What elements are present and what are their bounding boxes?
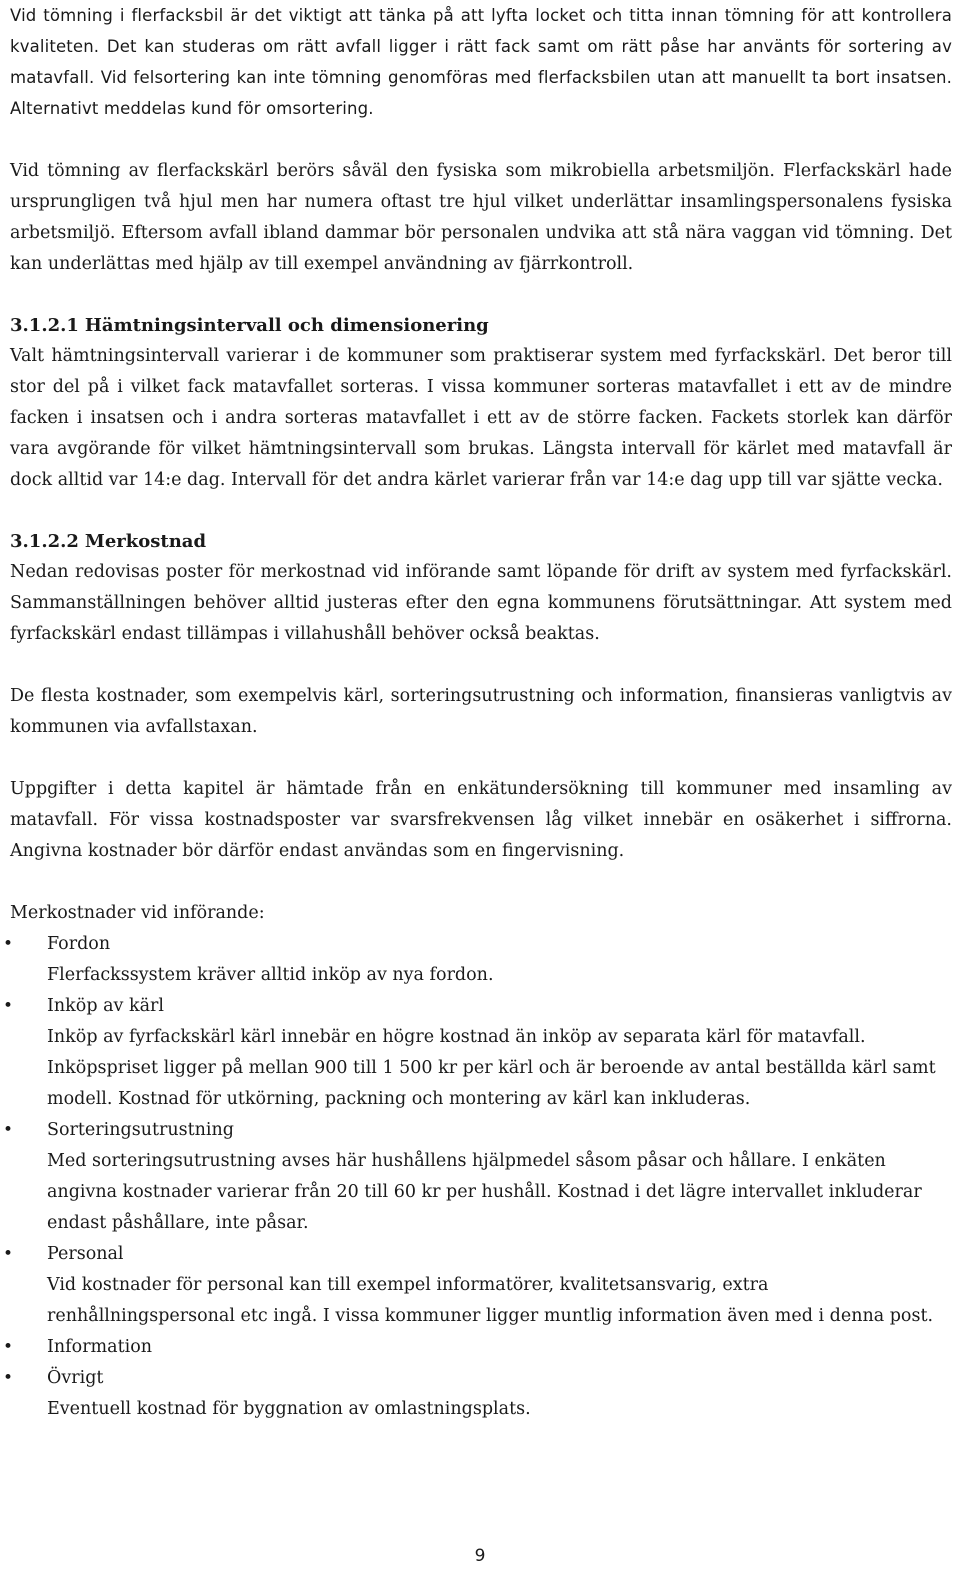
section-number: 3.1.2.1 bbox=[10, 315, 79, 336]
cost-item-list bbox=[3, 929, 952, 1425]
list-item-description: Med sorteringsutrustning avses här hushållens hjälpmedel såsom påsar och hållare. I enkäten angivna kostnader varierar från 20 till 60 kr per hushåll. Kostnad i det lägre intervallet inkluderar endast påshållare, inte påsar. bbox=[47, 1151, 922, 1233]
paragraph-financing: De flesta kostnader, som exempelvis kärl, sorteringsutrustning och information, finansieras vanligtvis av kommunen via avfallstaxan. bbox=[10, 686, 952, 737]
list-item-title: Inköp av kärl bbox=[47, 996, 164, 1016]
section-title: Hämtningsintervall och dimensionering bbox=[84, 315, 489, 336]
bullet-icon: • bbox=[3, 934, 14, 954]
list-item-description: Flerfackssystem kräver alltid inköp av nya fordon. bbox=[47, 965, 494, 985]
list-item-title: Övrigt bbox=[47, 1368, 104, 1388]
paragraph-emptying-quality: Vid tömning i flerfacksbil är det viktigt att tänka på att lyfta locket och titta innan tömning för att kontrollera kvaliteten. Det kan studeras om rätt avfall ligger i rätt fack samt om rätt påse har använts för sortering av matavfall. Vid felsortering kan inte tömning genomföras med flerfacksbilen utan att manuellt ta bort insatsen. Alternativt meddelas kund för omsortering. bbox=[10, 6, 952, 118]
list-intro: Merkostnader vid införande: bbox=[10, 903, 265, 923]
page-number: 9 bbox=[474, 1546, 486, 1566]
list-item-title: Fordon bbox=[47, 934, 111, 954]
document-page bbox=[3, 0, 952, 1425]
bullet-icon: • bbox=[3, 996, 14, 1016]
list-item bbox=[3, 1239, 952, 1332]
section-number: 3.1.2.2 bbox=[10, 531, 79, 552]
section-heading-collection-interval bbox=[10, 310, 952, 341]
list-item bbox=[3, 929, 952, 991]
paragraph-survey-source: Uppgifter i detta kapitel är hämtade från en enkätundersökning till kommuner med insamling av matavfall. För vissa kostnadsposter var svarsfrekvensen låg vilket innebär en osäkerhet i siffrorna. Angivna kostnader bör därför endast användas som en fingervisning. bbox=[10, 779, 952, 861]
paragraph-extra-cost-intro: Nedan redovisas poster för merkostnad vid införande samt löpande för drift av system med fyrfackskärl. Sammanställningen behöver alltid justeras efter den egna kommunens förutsättningar. Att system med fyrfackskärl endast tillämpas i villahushåll behöver också beaktas. bbox=[10, 562, 952, 644]
list-item bbox=[3, 991, 952, 1115]
list-item-title: Information bbox=[47, 1337, 153, 1357]
list-item-title: Personal bbox=[47, 1244, 124, 1264]
section-title: Merkostnad bbox=[84, 531, 207, 552]
list-item bbox=[3, 1115, 952, 1239]
paragraph-collection-interval: Valt hämtningsintervall varierar i de kommuner som praktiserar system med fyrfackskärl. Det beror till stor del på i vilket fack matavfallet sorteras. I vissa kommuner sorteras matavfallet i ett av de mindre facken i insatsen och i andra sorteras matavfallet i ett av de större facken. Fackets storlek kan därför vara avgörande för vilket hämtningsintervall som brukas. Längsta intervall för kärlet med matavfall är dock alltid var 14:e dag. Intervall för det andra kärlet varierar från var 14:e dag upp till var sjätte vecka. bbox=[10, 346, 952, 490]
list-item bbox=[3, 1363, 952, 1425]
bullet-icon: • bbox=[3, 1368, 14, 1388]
list-item bbox=[3, 1332, 952, 1363]
bullet-icon: • bbox=[3, 1120, 14, 1140]
section-heading-extra-cost bbox=[10, 526, 952, 557]
bullet-icon: • bbox=[3, 1337, 14, 1357]
bullet-icon: • bbox=[3, 1244, 14, 1264]
list-item-title: Sorteringsutrustning bbox=[47, 1120, 234, 1140]
list-item-description: Vid kostnader för personal kan till exempel informatörer, kvalitetsansvarig, extra renhållningspersonal etc ingå. I vissa kommuner ligger muntlig information även med i denna post. bbox=[47, 1275, 934, 1326]
list-item-description: Inköp av fyrfackskärl kärl innebär en högre kostnad än inköp av separata kärl för matavfall. Inköpspriset ligger på mellan 900 till 1 500 kr per kärl och är beroende av antal beställda kärl samt modell. Kostnad för utkörning, packning och montering av kärl kan inkluderas. bbox=[47, 1027, 936, 1109]
list-item-description: Eventuell kostnad för byggnation av omlastningsplats. bbox=[47, 1399, 531, 1419]
paragraph-work-environment: Vid tömning av flerfackskärl berörs såväl den fysiska som mikrobiella arbetsmiljön. Flerfackskärl hade ursprungligen två hjul men har numera oftast tre hjul vilket underlättar insamlingspersonalens fysiska arbetsmiljö. Eftersom avfall ibland dammar bör personalen undvika att stå nära vaggan vid tömning. Det kan underlättas med hjälp av till exempel användning av fjärrkontroll. bbox=[10, 161, 952, 274]
